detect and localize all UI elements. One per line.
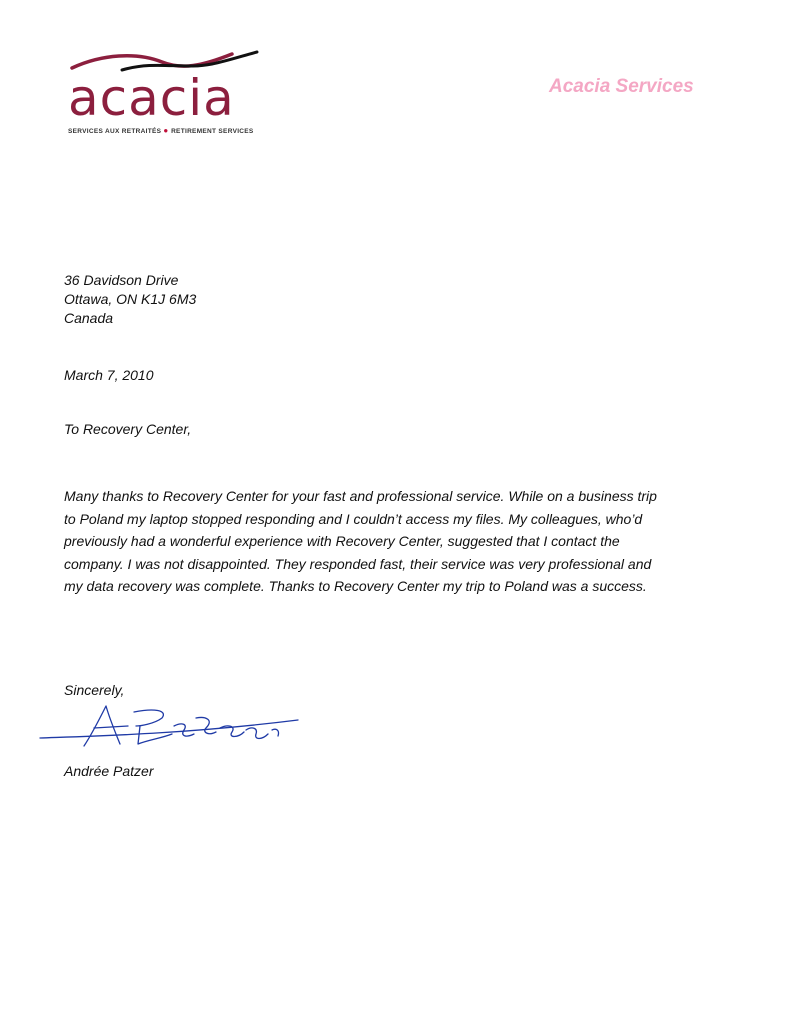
logo-tagline (68, 126, 254, 135)
logo-tagline-fr: SERVICES AUX RETRAITÉS (68, 128, 162, 135)
body-line: to Poland my laptop stopped responding and I couldn’t access my files. My colleagues, who’d (64, 510, 643, 527)
body-line: my data recovery was complete. Thanks to Recovery Center my trip to Poland was a success. (64, 578, 647, 595)
address-line: Canada (64, 310, 114, 326)
handwritten-signature (36, 700, 306, 762)
body-line: previously had a wonderful experience with Recovery Center, suggested that I contact the (64, 533, 620, 550)
company-name: Acacia Services (549, 76, 694, 97)
body-line: Many thanks to Recovery Center for your fast and professional service. While on a business trip (64, 488, 657, 504)
logo-wordmark: acacia (68, 69, 235, 127)
recipient-address (64, 271, 196, 328)
closing: Sincerely, (64, 682, 125, 698)
salutation: To Recovery Center, (64, 421, 192, 437)
body-line: company. I was not disappointed. They responded fast, their service was very professional and (64, 555, 652, 572)
address-line: 36 Davidson Drive (64, 272, 179, 288)
address-line: Ottawa, ON K1J 6M3 (64, 291, 197, 307)
signer-name: Andrée Patzer (64, 763, 154, 779)
bullet-dot-icon: ● (163, 126, 172, 135)
letter-date: March 7, 2010 (64, 367, 154, 383)
logo-tagline-en: RETIREMENT SERVICES (171, 128, 254, 135)
letterhead-logo (62, 40, 262, 140)
body-paragraph (64, 485, 684, 598)
